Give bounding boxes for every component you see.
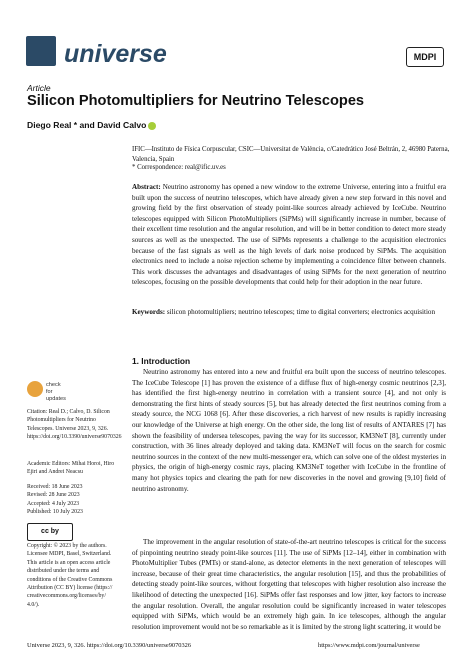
author-names: Diego Real * and David Calvo: [27, 120, 147, 130]
intro-paragraph-2: The improvement in the angular resolution of state-of-the-art neutrino telescopes is critical for the success of pinpointing neutrino steady point-like sources [11]. The use of SiPMs [12–14], either in combination with PhotoMultiplier Tubes (PMTs) or stand-alone, as detector elements in the next generation of telescopes will increase, because of their great time characteristics, the angular resolution [15], and thus the probabilities of detecting steady point-like sources, without forgetting that telescopes with higher resolution also increase the likelihood of detecting the unexpected [16]. SiPMs offer fast responses and low jitter, key factors to increase the angular resolution. Overall, the angular resolution could be significantly increased in water telescopes equipped with SiPMs, which would be an extremely high gain. In ice telescopes, although the angular resolution improvement would not be so remarkable as it is limited by the strong light scattering, it would be: [132, 538, 446, 631]
footer-citation: Universe 2023, 9, 326. https://doi.org/10.3390/universe9070326: [27, 642, 192, 649]
abstract-label: Abstract:: [132, 183, 161, 191]
keywords-text: silicon photomultipliers; neutrino telescopes; time to digital converters; electronics acquisition: [166, 308, 436, 316]
check-for-updates-badge[interactable]: [27, 380, 67, 402]
publisher-logo: MDPI: [406, 47, 444, 67]
journal-logo-icon: [26, 36, 56, 66]
check-updates-icon: [27, 381, 43, 397]
authors: [27, 120, 156, 130]
academic-editors: Academic Editors: Mihai Horoi, Hiro Ejiri and Andrei Neacsu: [27, 461, 115, 476]
affiliation: IFIC—Instituto de Física Corpuscular, CSIC—Universitat de València, c/Catedrático José Beltrán, 2, 46980 Paterna, Valencia, Spain: [132, 146, 450, 163]
cc-license-badge[interactable]: cc by: [27, 523, 73, 541]
published-date: Published: 10 July 2023: [27, 509, 83, 516]
revised-date: Revised: 28 June 2023: [27, 492, 80, 499]
received-date: Received: 18 June 2023: [27, 484, 83, 490]
article-type: Article: [27, 83, 51, 93]
article-title: Silicon Photomultipliers for Neutrino Telescopes: [27, 93, 365, 109]
journal-name: universe: [64, 40, 167, 68]
section-heading: 1. Introduction: [132, 356, 191, 366]
citation: Citation: Real D.; Calvo, D. Silicon Photomultipliers for Neutrino Telescopes. Universe 2023, 9, 326. https://doi.org/10.3390/universe9070326: [27, 409, 122, 441]
publication-dates: [27, 483, 119, 517]
intro-paragraph-1: Neutrino astronomy has entered into a new and fruitful era built upon the success of neutrino telescopes. The IceCube Telescope [1] has proven the existence of a diffuse flux of high-energy cosmic neutrinos [2,3], has identified the first high-energy neutrino in correlation with a transient source [4], and not only is demonstrating the first hints of steady sources [5], but has already detected the first neutrinos coming from a steady source, the NCG 1068 [6]. After these discoveries, a rich harvest of new results is rapidly increasing our knowledge of the Universe at high energy. On the other side, the long list of results of ANTARES [7] has shown the feasibility of undersea telescopes, paving the way for its successor, KM3NeT [8], currently under construction, with 36 lines already deployed and taking data. KM3NeT will focus on the search for cosmic neutrino sources in the context of the new multi-messenger era, which can solve one of the oldest mysteries in physics, the origin of high-energy cosmic rays, placing KM3NeT together with IceCube in the frontline of many hot physics topics and clearing the path for new discoveries in the novel and growing [9,10] field of neutrino astronomy.: [132, 368, 446, 493]
abstract-text: Neutrino astronomy has opened a new window to the extreme Universe, entering into a fruitful era built upon the success of neutrino telescopes, which have already given a new step forward in this novel and growing field by the first observation of steady point-like sources already achieved by IceCube. Neutrino telescopes equipped with Silicon PhotoMultipliers (SiPMs) will significantly increase in number, because of their excellent time resolution and the angular resolution, and will be in better condition to detect more steady sources as well as the unexpected. The use of SiPMs represents a challenge to the acquisition electronics because of the fast signals as well as the high levels of dark noise produced by SiPMs. The acquisition electronics need to include a noise rejection scheme by implementing a coincidence filter between channels. This work discusses the advantages and disadvantages of using SiPMs for the next generation of neutrino telescopes, focusing on the possible developments that could help for their adoption in the near future.: [132, 183, 446, 287]
copyright-notice: Copyright: © 2023 by the authors. Licensee MDPI, Basel, Switzerland. This article is an open access article distributed under the terms and conditions of the Creative Commons Attribution (CC BY) license (https:// creativecommons.org/licenses/by/ 4.0/).: [27, 543, 113, 608]
abstract: [132, 182, 446, 288]
footer-journal-link[interactable]: https://www.mdpi.com/journal/universe: [318, 642, 420, 649]
correspondence: * Correspondence: real@ific.uv.es: [132, 164, 226, 171]
keywords-label: Keywords:: [132, 308, 166, 316]
keywords: [132, 307, 446, 318]
orcid-icon[interactable]: [148, 122, 156, 130]
check-updates-label: check for updates: [46, 382, 66, 402]
accepted-date: Accepted: 4 July 2023: [27, 500, 79, 507]
